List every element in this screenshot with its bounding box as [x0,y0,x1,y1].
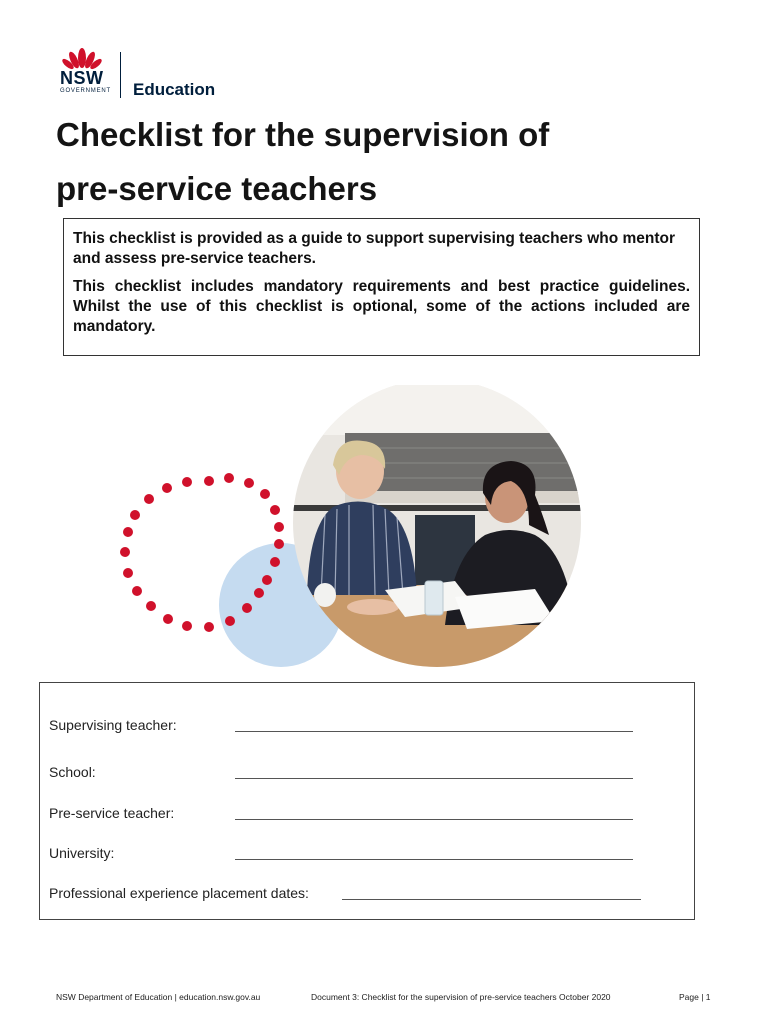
page-title [56,108,696,216]
placement-dates-field[interactable] [342,885,641,900]
supervising-teacher-label: Supervising teacher: [49,717,177,733]
school-label: School: [49,764,96,780]
title-line-1: Checklist for the supervision of [56,116,550,153]
pre-service-teacher-label: Pre-service teacher: [49,805,175,821]
school-field[interactable] [235,764,633,779]
footer-left: NSW Department of Education | education.nsw.gov.au [56,992,261,1002]
title-line-2: pre-service teachers [56,170,378,207]
logo-nsw-text: NSW [60,68,104,88]
university-field[interactable] [235,845,633,860]
university-label: University: [49,845,115,861]
footer-page-number: Page | 1 [679,992,711,1002]
intro-paragraph-1: This checklist is provided as a guide to support supervising teachers who mentor and assess pre-service teachers. [73,230,676,267]
pre-service-teacher-field[interactable] [235,805,633,820]
details-form [39,682,695,920]
nsw-education-logo [58,46,228,100]
logo-government-text: GOVERNMENT [60,88,112,94]
supervising-teacher-field[interactable] [235,717,633,732]
logo-divider [120,52,121,98]
intro-paragraph-2: This checklist includes mandatory requirements and best practice guidelines. Whilst the use of this checklist is optional, some of the actions included are mandatory. [73,278,690,335]
placement-dates-label: Professional experience placement dates: [49,885,309,901]
footer-document-title: Document 3: Checklist for the supervision of pre-service teachers October 2020 [311,992,611,1002]
hero-illustration [115,385,585,670]
intro-box [63,218,700,356]
logo-education-text: Education [133,80,216,99]
